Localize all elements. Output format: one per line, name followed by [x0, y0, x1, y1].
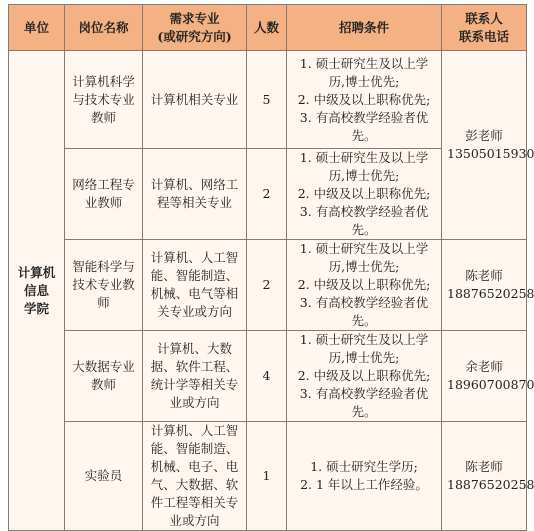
contact-cell: [442, 422, 534, 531]
contact-cell: [442, 240, 534, 331]
requirement-line: 1. 硕士研究生及以上学历,博士优先;: [299, 150, 429, 183]
unit-line1: 计算机: [17, 264, 56, 280]
major-cell: 计算机、人工智能、智能制造、机械、电子、电气、大数据、软件工程等相关专业或方向: [143, 422, 247, 531]
table-row: [9, 51, 527, 149]
contact-name: 彭老师: [465, 128, 503, 143]
table-row: [9, 331, 527, 422]
header-major: [143, 5, 247, 51]
table-row: [9, 240, 527, 331]
header-position: 岗位名称: [65, 5, 143, 51]
requirements-cell: [287, 51, 442, 149]
count-cell: 5: [247, 51, 287, 149]
requirement-line: 2. 中级及以上职称优先;: [297, 277, 431, 292]
major-cell: 计算机、人工智能、智能制造、机械、电气等相关专业或方向: [143, 240, 247, 331]
major-cell: 计算机相关专业: [143, 51, 247, 149]
position-cell: 计算机科学与技术专业教师: [65, 51, 143, 149]
position-cell: 大数据专业教师: [65, 331, 143, 422]
unit-line3: 学院: [23, 300, 49, 316]
requirement-line: 3. 有高校教学经验者优先。: [299, 109, 429, 143]
position-cell: 网络工程专业教师: [65, 149, 143, 240]
requirement-line: 2. 中级及以上职称优先;: [297, 91, 431, 107]
requirement-line: 2. 中级及以上职称优先;: [297, 368, 431, 383]
count-cell: 2: [247, 240, 287, 331]
requirements-cell: [287, 331, 442, 422]
header-contact: [442, 5, 527, 51]
requirements-cell: [287, 422, 442, 531]
requirement-line: 1. 硕士研究生及以上学历,博士优先;: [299, 55, 429, 89]
count-cell: 2: [247, 149, 287, 240]
table-row: [9, 422, 527, 531]
requirement-line: 3. 有高校教学经验者优先。: [299, 204, 429, 237]
recruitment-table: [8, 4, 534, 531]
contact-name: 余老师: [465, 359, 503, 374]
header-count: 人数: [247, 5, 287, 51]
header-major-line2: (或研究方向): [157, 28, 232, 44]
contact-name: 陈老师: [465, 459, 503, 474]
contact-phone: 18876520258: [447, 286, 534, 301]
position-cell: 智能科学与技术专业教师: [65, 240, 143, 331]
contact-cell: [442, 51, 534, 240]
requirement-line: 1. 硕士研究生及以上学历,博士优先;: [299, 241, 429, 274]
contact-name: 陈老师: [465, 268, 503, 283]
requirement-line: 2. 中级及以上职称优先;: [297, 186, 431, 201]
requirement-line: 3. 有高校教学经验者优先。: [299, 295, 429, 328]
requirement-line: 1. 硕士研究生学历;: [310, 459, 418, 474]
header-unit: 单位: [9, 5, 65, 51]
major-cell: 计算机、网络工程等相关专业: [143, 149, 247, 240]
requirement-line: 1. 硕士研究生及以上学历,博士优先;: [299, 332, 429, 365]
count-cell: 1: [247, 422, 287, 531]
contact-cell: [442, 331, 534, 422]
header-contact-line2: 联系电话: [458, 28, 509, 44]
position-cell: 实验员: [65, 422, 143, 531]
requirement-line: 2. 1 年以上工作经验。: [300, 477, 428, 492]
header-major-line1: 需求专业: [169, 10, 220, 26]
header-contact-line1: 联系人: [465, 10, 503, 26]
unit-cell: [9, 51, 65, 531]
contact-phone: 13505015930: [447, 146, 534, 161]
requirement-line: 3. 有高校教学经验者优先。: [299, 386, 429, 419]
count-cell: 4: [247, 331, 287, 422]
header-row: [9, 5, 527, 51]
major-cell: 计算机、大数据、软件工程、统计学等相关专业或方向: [143, 331, 247, 422]
header-requirements: 招聘条件: [287, 5, 442, 51]
requirements-cell: [287, 240, 442, 331]
contact-phone: 18876520258: [447, 477, 534, 492]
unit-line2: 信息: [23, 282, 49, 298]
contact-phone: 18960700870: [447, 377, 534, 392]
requirements-cell: [287, 149, 442, 240]
